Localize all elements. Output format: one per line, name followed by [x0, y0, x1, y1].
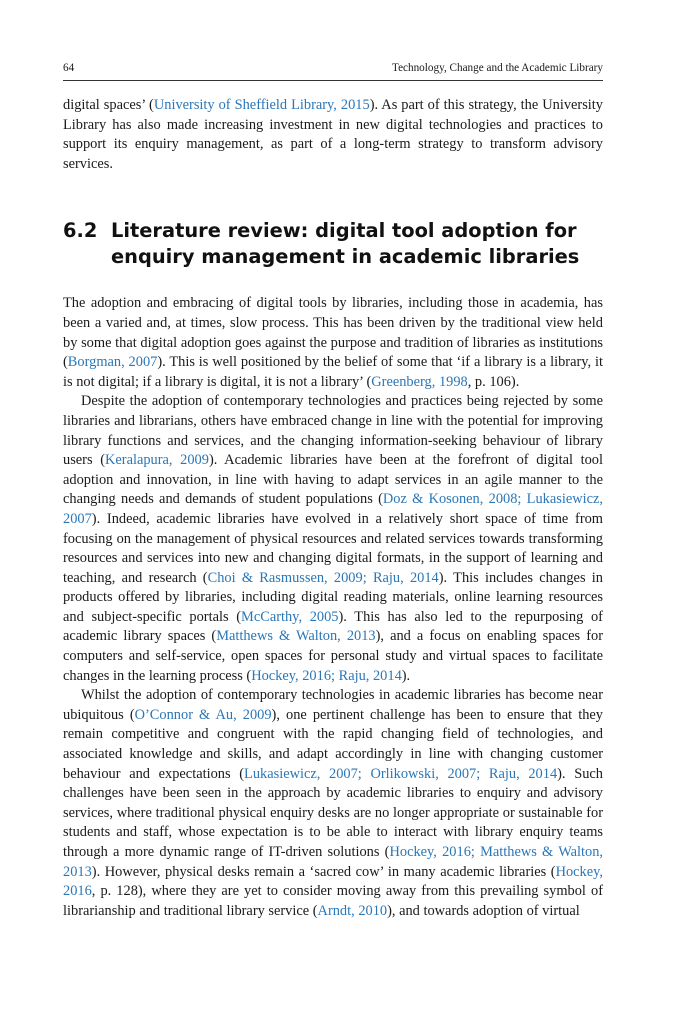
section-title: Literature review: digital tool adoption for enquiry management in academic libraries	[111, 219, 580, 269]
body-text: ). This is well positioned by the belief of some that ‘if a library is a library, it is not digital; if a library is digital, it is not a library’ (	[63, 354, 603, 390]
intro-paragraph	[63, 96, 603, 174]
page	[63, 62, 603, 921]
book-title: Technology, Change and the Academic Library	[392, 62, 603, 74]
citation-link[interactable]: Matthews & Walton, 2013	[216, 628, 376, 645]
citation-link[interactable]: Hockey, 2016	[63, 863, 603, 900]
body-text: digital spaces’ (	[63, 97, 154, 113]
citation-link[interactable]: Borgman, 2007	[67, 354, 158, 371]
citation-link[interactable]: Choi & Rasmussen, 2009; Raju, 2014	[207, 569, 439, 586]
body-text: Despite the adoption of contemporary technologies and practices being rejected by some libraries and librarians, others have embraced change in line with the potential for improving library functions and services, and the changing information-seeking behaviour of library users (	[63, 393, 603, 469]
body-text: ). Academic libraries have been at the forefront of digital tool adoption and innovation, in line with having to adapt services in an agile manner to the changing needs and demands of student populations (	[63, 452, 603, 508]
page-number: 64	[63, 62, 75, 74]
citation-link[interactable]: Greenberg, 1998	[371, 373, 468, 390]
body-text: ). This includes changes in products offered by libraries, including digital reading materials, online learning resources and subject-specific portals (	[63, 569, 603, 625]
citation-link[interactable]: McCarthy, 2005	[241, 608, 339, 625]
body-text: ), one pertinent challenge has been to ensure that they remain competitive and congruent with the rapid changing field of technologies, and associated knowledge and skills, and adapt accordingly in line with changing customer behaviour and expectations (	[63, 706, 604, 782]
body-text: ). Such challenges have been seen in the approach by academic libraries to enquiry and advisory services, where traditional physical enquiry desks are no longer appropriate or sustainable for students and staff, whose expectation is to be able to interact with library enquiry teams through a more dynamic range of IT-driven solutions (	[63, 765, 603, 860]
running-header	[63, 62, 603, 81]
citation-link[interactable]: O’Connor & Au, 2009	[134, 706, 272, 723]
citation-link[interactable]: University of Sheffield Library, 2015	[153, 97, 370, 113]
body-text: ).	[401, 667, 411, 684]
body-text: Whilst the adoption of contemporary technologies in academic libraries has become near ubiquitous (	[63, 687, 603, 723]
body-paragraph-2	[63, 392, 603, 686]
body-text: ), and a focus on enabling spaces for computers and self-service, open spaces for personal study and virtual spaces to facilitate changes in the learning process (	[63, 628, 603, 684]
body-text: ). Indeed, academic libraries have evolved in a relatively short space of time from focusing on the management of physical resources and related services towards transforming resources and services into new and changing digital formats, in the support of learning and teaching, and research (	[63, 510, 603, 586]
body-text: The adoption and embracing of digital tools by libraries, including those in academia, has been a varied and, at times, slow process. This has been driven by the traditional view held by some that digital adoption goes against the purpose and tradition of libraries as institutions (	[63, 295, 603, 371]
body-text: , p. 106).	[467, 373, 520, 390]
citation-link[interactable]: Arndt, 2010	[317, 902, 388, 919]
citation-link[interactable]: Lukasiewicz, 2007; Orlikowski, 2007; Raju, 2014	[244, 765, 558, 782]
citation-link[interactable]: Keralapura, 2009	[105, 452, 209, 469]
body-text: ). As part of this strategy, the University Library has also made increasing investment in new digital technologies and practices to support its enquiry management, as part of a long-term strategy to transform advisory services.	[63, 97, 604, 172]
body-text: , p. 128), where they are yet to consider moving away from this prevailing symbol of librarianship and traditional library service (	[63, 883, 603, 919]
body-text: ). This has also led to the repurposing of academic library spaces (	[63, 608, 603, 645]
citation-link[interactable]: Hockey, 2016; Raju, 2014	[251, 667, 402, 684]
citation-link[interactable]: Doz & Kosonen, 2008; Lukasiewicz, 2007	[63, 491, 603, 527]
citation-link[interactable]: Hockey, 2016; Matthews & Walton, 2013	[63, 844, 604, 880]
body-paragraph-3	[63, 686, 603, 921]
body-text: ), and towards adoption of virtual	[387, 902, 580, 919]
body-paragraph-1	[63, 294, 603, 392]
body-text: ). However, physical desks remain a ‘sacred cow’ in many academic libraries (	[91, 863, 556, 880]
section-number: 6.2	[63, 219, 98, 243]
section-heading	[63, 218, 603, 270]
